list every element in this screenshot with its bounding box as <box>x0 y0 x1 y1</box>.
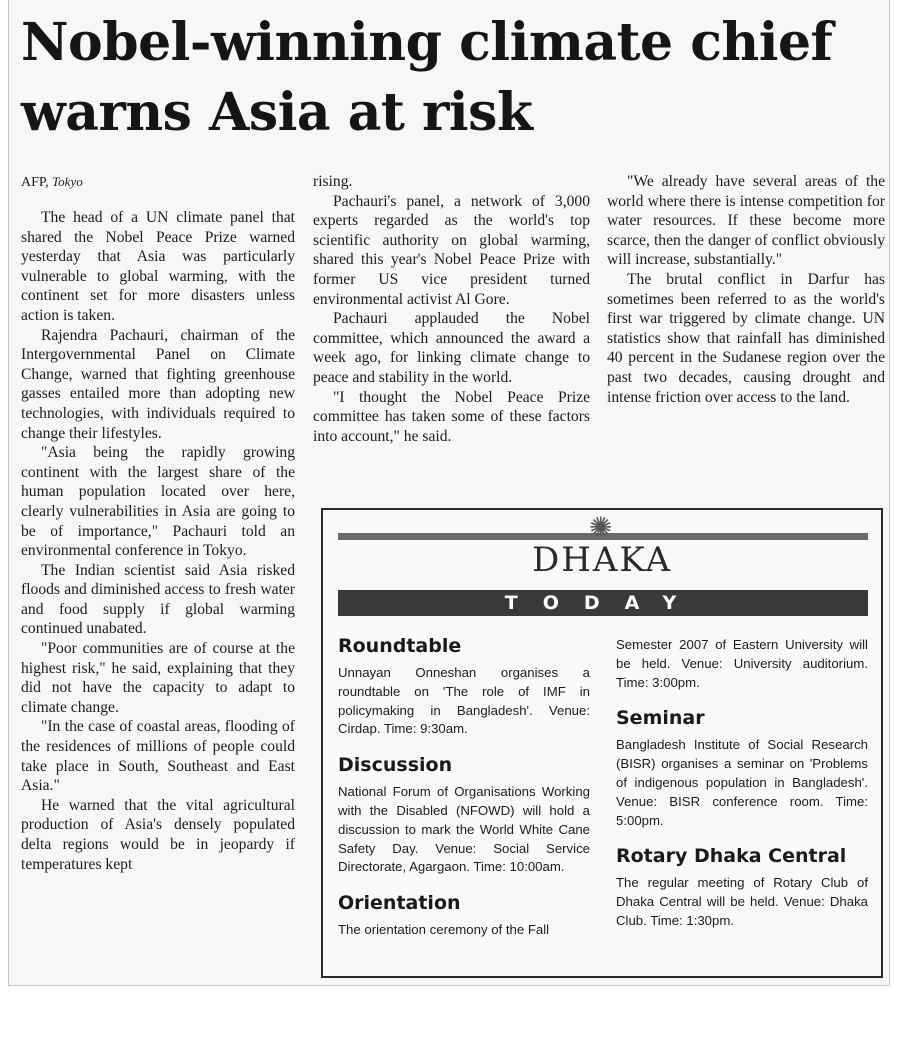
paragraph: He warned that the vital agricultural production of Asia's densely populated delta regions would be in jeopardy if temperatures kept <box>21 796 295 873</box>
article-column-1 <box>21 208 295 874</box>
paragraph: The brutal conflict in Darfur has sometimes been referred to as the world's first war triggered by climate change. UN statistics show that rainfall has diminished 40 percent in the Sudanese region over the past two decades, causing drought and intense friction over access to the land. <box>607 270 885 406</box>
article-column-2 <box>313 172 590 446</box>
dhaka-today-box <box>321 508 883 978</box>
newspaper-clipping <box>8 0 890 986</box>
dateline-place: Tokyo <box>52 174 83 189</box>
paragraph: The head of a UN climate panel that shared the Nobel Peace Prize warned yesterday that Asia was particularly vulnerable to global warming, with the continent set for more disasters unless action is taken. <box>21 209 295 324</box>
box-brand: DHAKA <box>531 540 673 580</box>
events-column-right <box>616 636 868 945</box>
article-column-3 <box>607 172 885 407</box>
dateline <box>21 174 83 191</box>
paragraph: "We already have several areas of the world where there is intense competition for water resources. If these become more scarce, then the danger of conflict obviously will increase, substantially." <box>607 173 885 269</box>
event-text: Semester 2007 of Eastern University will be held. Venue: University auditorium. Time: 3:00pm. <box>616 637 868 690</box>
agency: AFP, <box>21 175 49 190</box>
event-text: Bangladesh Institute of Social Research (BISR) organises a seminar on 'Problems of indigenous population in Bangladesh'. Venue: BISR conference room. Time: 5:00pm. <box>616 737 868 828</box>
event-heading: Seminar <box>616 707 705 730</box>
paragraph: The Indian scientist said Asia risked floods and diminished access to fresh water and food supply if global warming continued unabated. <box>21 561 295 638</box>
event-text: The regular meeting of Rotary Club of Dhaka Central will be held. Venue: Dhaka Club. Time: 1:30pm. <box>616 875 868 928</box>
paragraph: rising. <box>313 173 353 190</box>
event-heading: Discussion <box>338 754 453 777</box>
event-text: The orientation ceremony of the Fall <box>338 922 550 938</box>
event-heading: Orientation <box>338 892 461 915</box>
event-heading: Roundtable <box>338 635 462 657</box>
paragraph: Rajendra Pachauri, chairman of the Intergovernmental Panel on Climate Change, warned that fighting greenhouse gasses entailed more than adopting new technologies, with individuals required to change their lifestyles. <box>21 326 295 442</box>
box-subtitle-bar: TODAY <box>338 590 868 616</box>
paragraph: Pachauri's panel, a network of 3,000 experts regarded as the world's top scientific authority on global warming, shared this year's Nobel Peace Prize with former US vice president turned environmental activist Al Gore. <box>313 192 590 308</box>
paragraph: "In the case of coastal areas, flooding of the residences of millions of people could take place in South, Southeast and East Asia." <box>21 718 295 795</box>
paragraph: Pachauri applauded the Nobel committee, which announced the award a week ago, for linking climate change to peace and stability in the world. <box>313 310 590 386</box>
sunburst-icon: ✺ <box>589 511 613 544</box>
event-text: Unnayan Onneshan organises a roundtable on 'The role of IMF in policymaking in Bangladesh'. Venue: Cirdap. Time: 9:30am. <box>338 665 590 737</box>
paragraph: "I thought the Nobel Peace Prize committee has taken some of these factors into account," he said. <box>313 388 590 445</box>
event-text: National Forum of Organisations Working with the Disabled (NFOWD) will hold a discussion to mark the World White Cane Safety Day. Venue: Social Service Directorate, Agargaon. Time: 10:00am. <box>338 784 590 875</box>
events-column-left <box>338 634 590 954</box>
paragraph: "Poor communities are of course at the highest risk," he said, explaining that they did not have the capacity to adapt to climate change. <box>21 640 295 716</box>
event-heading: Rotary Dhaka Central <box>616 845 847 868</box>
headline: Nobel-winning climate chief warns Asia at risk <box>21 12 833 143</box>
paragraph: "Asia being the rapidly growing continent with the largest share of the human population located over here, clearly vulnerabilities in Asia are going to be of importance," Pachauri told an environmental conference in Tokyo. <box>21 444 295 560</box>
